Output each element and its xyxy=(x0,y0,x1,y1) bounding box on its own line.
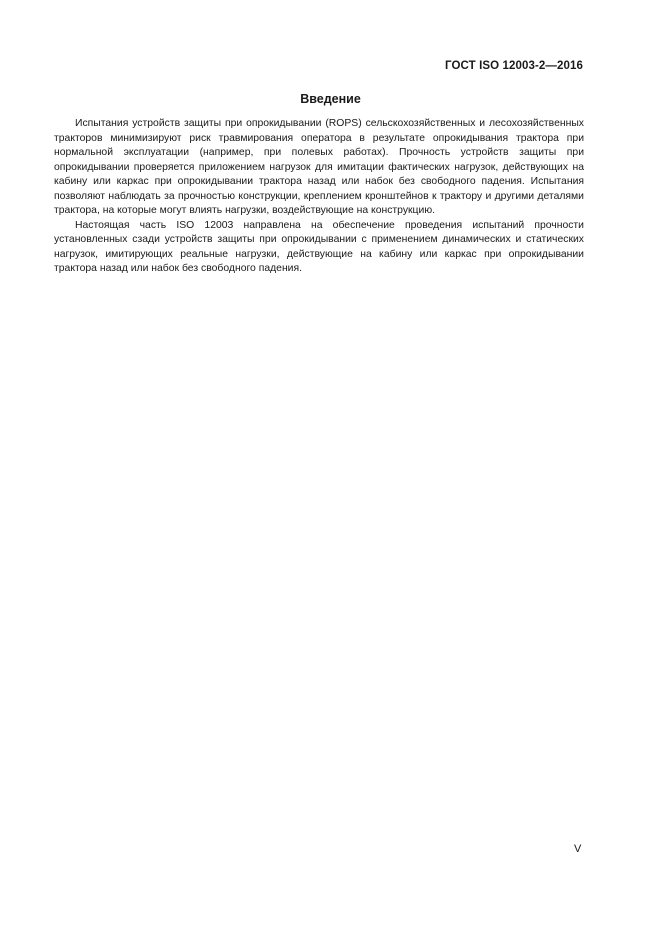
body-text xyxy=(54,117,584,277)
document-code-header: ГОСТ ISO 12003-2—2016 xyxy=(445,60,583,72)
section-title: Введение xyxy=(300,92,361,106)
paragraph-2: Настоящая часть ISO 12003 направлена на обеспечение проведения испытаний прочности установленных сзади устройств защиты при опрокидывании с применением динамических и статических нагрузок, имитирующих реальные нагрузки, действующие на кабину или каркас при опрокидывании трактора назад или набок без свободного падения. xyxy=(54,219,584,274)
paragraph-1: Испытания устройств защиты при опрокидывании (ROPS) сельскохозяйственных и лесохозяйственных тракторов минимизируют риск травмирования оператора в результате опрокидывания трактора при нормальной эксплуатации (например, при полевых работах). Прочность устройств защиты при опрокидывании проверяется приложением нагрузок для имитации фактических нагрузок, действующих на кабину или каркас при опрокидывании трактора назад или набок без свободного падения. Испытания позволяют наблюдать за прочностью конструкции, креплением кронштейнов к трактору и другими деталями трактора, на которые могут влиять нагрузки, воздействующие на конструкцию. xyxy=(54,118,584,216)
page-number: V xyxy=(574,843,582,855)
